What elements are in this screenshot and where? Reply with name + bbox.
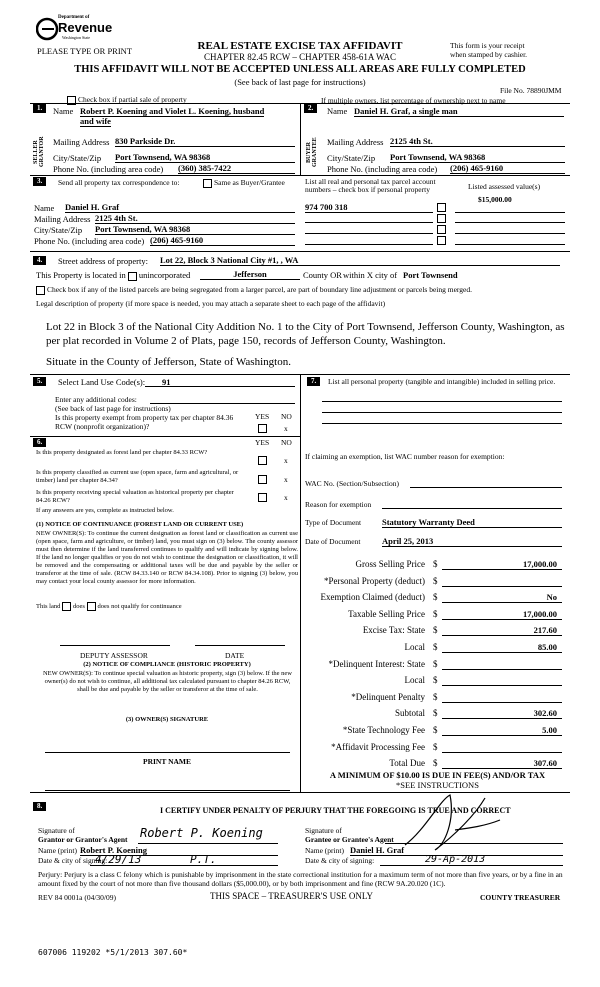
calc-row-dollar: $	[433, 692, 438, 702]
treasurer-space: THIS SPACE – TREASURER'S USE ONLY	[210, 891, 374, 901]
calc-row-label: *State Technology Fee	[342, 725, 425, 735]
buyer-mailing-label: Mailing Address	[327, 137, 384, 147]
partial-sale-row[interactable]: Check box if partial sale of property	[67, 95, 187, 105]
assessed-label: Listed assessed value(s)	[468, 182, 541, 191]
located-row: This Property is located in unincorporated	[36, 270, 191, 280]
corr-city: Port Townsend, WA 98368	[95, 224, 295, 235]
receipt-note-2: when stamped by cashier.	[450, 50, 528, 59]
corr-name-label: Name	[34, 203, 55, 213]
logo-dept: Department of	[58, 15, 90, 20]
exempt-yes-label: YES	[255, 412, 270, 421]
calc-row-dollar: $	[433, 742, 438, 752]
buyer-side-label: BUYER GRANTEE	[306, 137, 318, 167]
segregated-checkbox[interactable]	[36, 286, 45, 295]
calc-row-label: Total Due	[389, 758, 425, 768]
notice1-body: NEW OWNER(S): To continue the current designation as forest land or classification as current use (open space, farm and agriculture, or timber) land, you must sign on (3) below. The county assessor must then determine if the land transferred continues to qualify and will indicate by signing below. If the land no longer qualifies or you do not wish to continue the designation or classification, it will be removed and the compensating or additional taxes will be due and payable by the seller or transferor at the time of sale. (RCW 84.33.140 or RCW 84.34.108). Prior to signing (3) below, you may contact your local county assessor for more information.	[36, 530, 298, 585]
doc-date: April 25, 2013	[382, 536, 562, 547]
calc-row-label: *Delinquent Penalty	[351, 692, 425, 702]
calc-row-value: No	[546, 592, 557, 602]
same-as-checkbox[interactable]	[203, 179, 212, 188]
parcel-label-2: numbers – check box if personal property	[305, 185, 430, 194]
wac-label: WAC No. (Section/Subsection)	[305, 479, 399, 488]
legal-description: Lot 22 in Block 3 of the National City Addition No. 1 to the City of Port Townsend, Jefferson County, Washington, as per plat recorded in Volume 2 of Plats, page 150, records of Jefferson County, Washington.	[46, 321, 565, 347]
doc-type: Statutory Warranty Deed	[382, 517, 562, 528]
seller-phone: (360) 385-7422	[178, 163, 295, 174]
logo-state: Washington State	[62, 35, 91, 40]
see-instructions: *SEE INSTRUCTIONS	[396, 780, 479, 790]
legal-label: Legal description of property (if more space is needed, you may attach a separate sheet to each page of the affidavit)	[36, 299, 386, 308]
calc-row-label: Local	[404, 675, 425, 685]
calc-row-label: Gross Selling Price	[355, 559, 425, 569]
section-5-number: 5.	[33, 377, 46, 386]
seller-city: Port Townsend, WA 98368	[115, 152, 295, 163]
land-use-code: 91	[162, 377, 171, 387]
grantee-name-label: Name (print)	[305, 846, 344, 855]
calc-row-value: 307.60	[533, 758, 557, 768]
certify-statement: I CERTIFY UNDER PENALTY OF PERJURY THAT THE FOREGOING IS TRUE AND CORRECT	[160, 806, 511, 815]
dor-logo	[36, 14, 113, 42]
section-2-number: 2.	[304, 104, 317, 113]
s6-q1-no-mark: x	[284, 456, 288, 465]
s6-q2-yes-checkbox[interactable]	[258, 475, 267, 484]
send-correspondence-label: Send all property tax correspondence to:	[58, 178, 180, 187]
grantor-city: P.T.	[190, 853, 217, 866]
seller-name: Robert P. Koening and Violet L. Koening, husband and wife	[80, 106, 265, 126]
calc-row-label: *Delinquent Interest: State	[328, 659, 425, 669]
within-city-label: within X city of	[343, 270, 398, 280]
calc-row-dollar: $	[433, 642, 438, 652]
grantee-sig-label-1: Signature of	[305, 826, 342, 835]
county-treasurer: COUNTY TREASURER	[480, 893, 561, 902]
property-street: Lot 22, Block 3 National City #1, , WA	[160, 255, 560, 266]
grantee-sig-label-2: Grantee or Grantee's Agent	[305, 835, 394, 844]
chapter-line: CHAPTER 82.45 RCW – CHAPTER 458-61A WAC	[204, 52, 396, 62]
s6-q3-no-mark: x	[284, 493, 288, 502]
calc-row-dollar: $	[433, 576, 438, 586]
parcel-3-checkbox[interactable]	[437, 225, 446, 234]
calc-row-dollar: $	[433, 659, 438, 669]
corr-mailing: 2125 4th St.	[95, 213, 295, 224]
property-county: Jefferson	[200, 269, 300, 280]
buyer-city: Port Townsend, WA 98368	[390, 152, 565, 163]
seller-side-label: SELLER GRANTOR	[33, 136, 45, 168]
s6-q1-yes-checkbox[interactable]	[258, 456, 267, 465]
print-name-label: PRINT NAME	[143, 757, 191, 766]
calc-row-label: *Affidavit Processing Fee	[331, 742, 425, 752]
grantor-sig-label-2: Grantor or Grantor's Agent	[38, 835, 128, 844]
calc-row-label: Exemption Claimed (deduct)	[320, 592, 425, 602]
same-as-row[interactable]: Same as Buyer/Grantee	[203, 178, 285, 188]
please-type: PLEASE TYPE OR PRINT	[37, 46, 133, 56]
grantee-date-label: Date & city of signing:	[305, 856, 375, 865]
s6-yes-label: YES	[255, 438, 270, 447]
calc-row-label: *Personal Property (deduct)	[324, 576, 425, 586]
s6-q2-no-mark: x	[284, 475, 288, 484]
file-no: File No. 78890JMM	[500, 86, 562, 95]
section-6-number: 6.	[33, 438, 46, 447]
owner-signature-label: (3) OWNER(S) SIGNATURE	[125, 716, 209, 723]
parcel-1-checkbox[interactable]	[437, 203, 446, 212]
see-back: (See back of last page for instructions)	[234, 77, 366, 87]
grantor-signature: Robert P. Koening	[140, 826, 263, 840]
parcel-4-checkbox[interactable]	[437, 236, 446, 245]
grantor-name-label: Name (print)	[38, 846, 77, 855]
multiple-owners-note: If multiple owners, list percentage of ownership next to name	[321, 96, 506, 105]
additional-codes-label: Enter any additional codes:	[55, 395, 137, 404]
seller-phone-label: Phone No. (including area code)	[53, 164, 164, 174]
seller-mailing-label: Mailing Address	[53, 137, 110, 147]
section-7-number: 7.	[307, 377, 320, 386]
treasurer-stamp: 607006 119202 *5/1/2013 307.60*	[38, 948, 188, 957]
buyer-city-label: City/State/Zip	[327, 153, 376, 163]
grantor-date-label: Date & city of signing:	[38, 856, 108, 865]
doc-date-label: Date of Document	[305, 537, 361, 546]
s6-q3-yes-checkbox[interactable]	[258, 493, 267, 502]
legal-situate: Situate in the County of Jefferson, State of Washington.	[46, 356, 291, 368]
notice2-title: (2) NOTICE OF COMPLIANCE (HISTORIC PROPERTY)	[83, 661, 251, 668]
county-or: County OR	[303, 270, 342, 280]
s6-no-label: NO	[281, 438, 292, 447]
unincorporated-checkbox[interactable]	[128, 272, 137, 281]
calc-row-dollar: $	[433, 725, 438, 735]
segregated-row: Check box if any of the listed parcels are being segregated from a larger parcel, are part of boundary line adjustment or parcels being merged.	[36, 285, 472, 295]
assessor-date-label: DATE	[225, 651, 245, 660]
land-use-see-back: (See back of last page for instructions)	[55, 404, 171, 413]
buyer-mailing: 2125 4th St.	[390, 136, 565, 147]
calc-row-dollar: $	[433, 625, 438, 635]
section-8-number: 8.	[33, 802, 46, 811]
land-does-checkbox[interactable]	[62, 602, 71, 611]
property-city: Port Townsend	[403, 270, 458, 280]
s6-note: If any answers are yes, complete as instructed below.	[36, 507, 174, 514]
corr-city-label: City/State/Zip	[34, 225, 83, 235]
buyer-phone: (206) 465-9160	[450, 163, 565, 174]
buyer-name: Daniel H. Graf, a single man	[354, 106, 564, 117]
corr-name: Daniel H. Graf	[65, 202, 295, 213]
s6-q1: Is this property designated as forest land per chapter 84.33 RCW?	[36, 449, 208, 456]
form-title: REAL ESTATE EXCISE TAX AFFIDAVIT	[197, 40, 403, 52]
calc-row-value: 17,000.00	[523, 609, 557, 619]
perjury-notice: Perjury: Perjury is a class C felony which is punishable by imprisonment in the state correctional institution for a maximum term of not more than five years, or by a fine in an amount fixed by the court of not more than five thousand dollars ($5,000.00), or by both imprisonment and fine (RCW 9A.20.020 (1C).	[38, 870, 563, 888]
doc-type-label: Type of Document	[305, 518, 362, 527]
assessed-value: $15,000.00	[478, 195, 512, 204]
calc-row-value: 302.60	[533, 708, 557, 718]
notice2-body: NEW OWNER(S): To continue special valuation as historic property, sign (3) below. If the new owner(s) do not wish to continue, all additional tax calculated pursuant to chapter 84.26 RCW, shall be due and payable by the seller or transferor at the time of sale.	[42, 670, 292, 693]
calc-row-label: Local	[404, 642, 425, 652]
form-revision: REV 84 0001a (04/30/09)	[38, 893, 116, 902]
calc-row-dollar: $	[433, 609, 438, 619]
exempt-no-mark: x	[284, 424, 288, 433]
calc-row-label: Subtotal	[394, 708, 425, 718]
notice1-title: (1) NOTICE OF CONTINUANCE (FOREST LAND OR CURRENT USE)	[36, 521, 244, 528]
s6-q3: Is this property receiving special valuation as historical property per chapter 84.26 RCW?	[36, 489, 234, 504]
warning-line: THIS AFFIDAVIT WILL NOT BE ACCEPTED UNLESS ALL AREAS ARE FULLY COMPLETED	[74, 64, 526, 75]
calc-row-value: 85.00	[537, 642, 557, 652]
calc-row-value: 5.00	[542, 725, 557, 735]
reason-label: Reason for exemption	[305, 500, 372, 509]
grantor-date: 4/29/13	[95, 853, 142, 866]
parcel-label-1: List all real and personal tax parcel account	[305, 177, 436, 186]
exemption-question: If claiming an exemption, list WAC number reason for exemption:	[305, 452, 505, 461]
calc-row-dollar: $	[433, 559, 438, 569]
exempt-no-label: NO	[281, 412, 292, 421]
grantor-sig-label-1: Signature of	[38, 826, 75, 835]
section-3-number: 3.	[33, 177, 46, 186]
calc-row-label: Taxable Selling Price	[348, 609, 425, 619]
calc-row-dollar: $	[433, 758, 438, 768]
street-label: Street address of property:	[58, 256, 148, 266]
parcel-number: 974 700 318	[305, 202, 433, 213]
section-4-number: 4.	[33, 256, 46, 265]
deputy-assessor-label: DEPUTY ASSESSOR	[80, 651, 148, 660]
corr-phone-label: Phone No. (including area code)	[34, 236, 145, 246]
seller-city-label: City/State/Zip	[53, 153, 102, 163]
land-does-not-checkbox[interactable]	[87, 602, 96, 611]
land-qualify-row: This land does does not qualify for continuance	[36, 602, 182, 610]
parcel-2-checkbox[interactable]	[437, 214, 446, 223]
logo-word: Revenue	[58, 20, 113, 35]
exempt-yes-checkbox[interactable]	[258, 424, 267, 433]
calc-row-value: 17,000.00	[523, 559, 557, 569]
buyer-name-label: Name	[327, 106, 348, 116]
calc-row-dollar: $	[433, 708, 438, 718]
receipt-note-1: This form is your receipt	[450, 41, 525, 50]
land-use-label: Select Land Use Code(s):	[58, 377, 146, 387]
grantee-date: 29-Ap-2013	[425, 854, 486, 865]
calc-row-dollar: $	[433, 675, 438, 685]
personal-property-label: List all personal property (tangible and intangible) included in selling price.	[328, 377, 556, 386]
minimum-fee: A MINIMUM OF $10.00 IS DUE IN FEE(S) AND/OR TAX	[329, 770, 546, 780]
seller-name-label: Name	[53, 106, 74, 116]
corr-phone: (206) 465-9160	[150, 235, 295, 246]
calc-row-value: 217.60	[533, 625, 557, 635]
section-1-number: 1.	[33, 104, 46, 113]
s6-q2: Is this property classified as current use (open space, farm and agricultural, or timber) land per chapter 84.34?	[36, 469, 239, 484]
calc-row-label: Excise Tax: State	[362, 625, 425, 635]
corr-mailing-label: Mailing Address	[34, 214, 91, 224]
seller-mailing: 830 Parkside Dr.	[115, 136, 295, 147]
buyer-phone-label: Phone No. (including area code)	[327, 164, 438, 174]
calc-row-dollar: $	[433, 592, 438, 602]
grantor-print-name: Robert P. Koening	[80, 845, 278, 856]
exempt-question: Is this property exempt from property tax per chapter 84.36 RCW (nonprofit organization)?	[55, 413, 234, 431]
grantee-print-name: Daniel H. Graf	[350, 845, 563, 856]
